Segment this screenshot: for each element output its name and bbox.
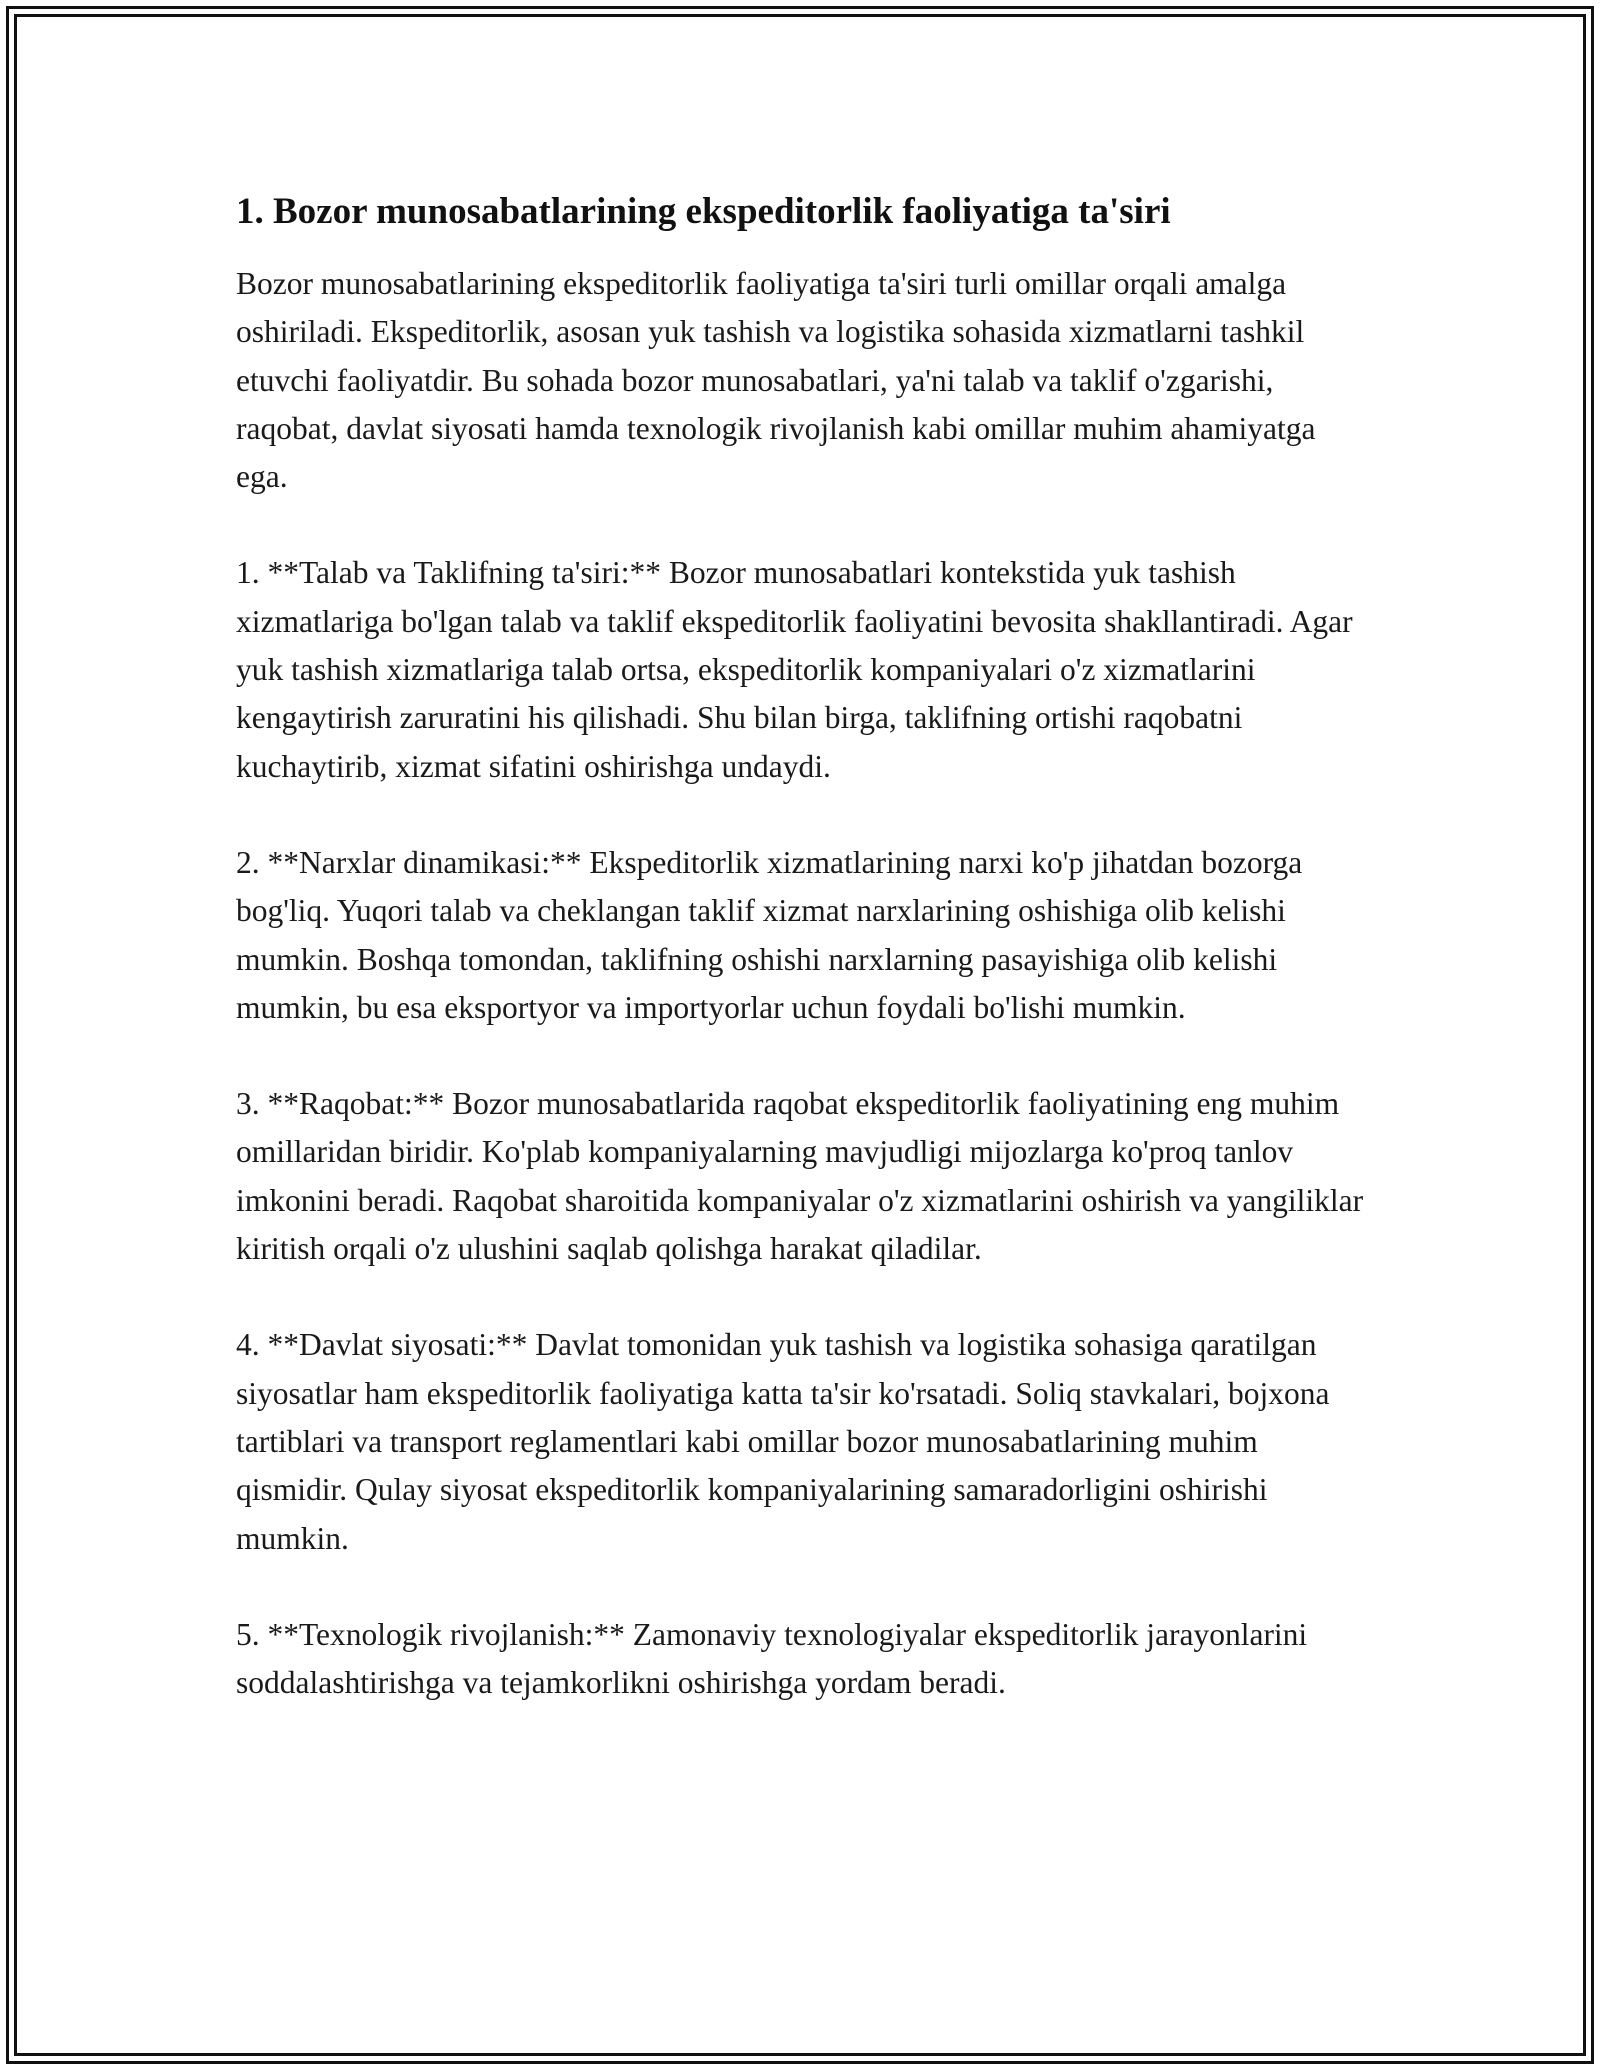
paragraph-raqobat: 3. **Raqobat:** Bozor munosabatlarida raqobat ekspeditorlik faoliyatining eng muhim omillaridan biridir. Ko'plab kompaniyalarning mavjudligi mijozlarga ko'proq tanlov imkonini beradi. Raqobat sharoitida kompaniyalar o'z xizmatlarini oshirish va yangiliklar kiritish orqali o'z ulushini saqlab qolishga harakat qiladilar. bbox=[236, 1086, 1364, 1267]
paragraph-intro: Bozor munosabatlarining ekspeditorlik faoliyatiga ta'siri turli omillar orqali amalga oshiriladi. Ekspeditorlik, asosan yuk tashish va logistika sohasida xizmatlarni tashkil etuvchi faoliyatdir. Bu sohada bozor munosabatlari, ya'ni talab va taklif o'zgarishi, raqobat, davlat siyosati hamda texnologik rivojlanish kabi omillar muhim ahamiyatga ega. bbox=[236, 266, 1316, 495]
document-page bbox=[236, 186, 1366, 1755]
paragraph-narxlar: 2. **Narxlar dinamikasi:** Ekspeditorlik xizmatlarining narxi ko'p jihatdan bozorga bog'liq. Yuqori talab va cheklangan taklif xizmat narxlarining oshishiga olib kelishi mumkin. Boshqa tomondan, taklifning oshishi narxlarning pasayishiga olib kelishi mumkin, bu esa eksportyor va importyorlar uchun foydali bo'lishi mumkin. bbox=[236, 844, 1303, 1025]
paragraph-texnologik: 5. **Texnologik rivojlanish:** Zamonaviy texnologiyalar ekspeditorlik jarayonlarini soddalashtirishga va tejamkorlikni oshirishga yordam beradi. bbox=[236, 1616, 1308, 1701]
paragraph-davlat-siyosati: 4. **Davlat siyosati:** Davlat tomonidan yuk tashish va logistika sohasiga qaratilgan siyosatlar ham ekspeditorlik faoliyatiga katta ta'sir ko'rsatadi. Soliq stavkalari, bojxona tartiblari va transport reglamentlari kabi omillar bozor munosabatlarining muhim qismidir. Qulay siyosat ekspeditorlik kompaniyalarining samaradorligini oshirishi mumkin. bbox=[236, 1327, 1330, 1556]
document-title: 1. Bozor munosabatlarining ekspeditorlik faoliyatiga ta'siri bbox=[236, 191, 1171, 232]
paragraph-talab-taklif: 1. **Talab va Taklifning ta'siri:** Bozor munosabatlari kontekstida yuk tashish xizmatlariga bo'lgan talab va taklif ekspeditorlik faoliyatini bevosita shakllantiradi. Agar yuk tashish xizmatlariga talab ortsa, ekspeditorlik kompaniyalari o'z xizmatlarini kengaytirish zaruratini his qilishadi. Shu bilan birga, taklifning ortishi raqobatni kuchaytirib, xizmat sifatini oshirishga undaydi. bbox=[236, 555, 1353, 784]
